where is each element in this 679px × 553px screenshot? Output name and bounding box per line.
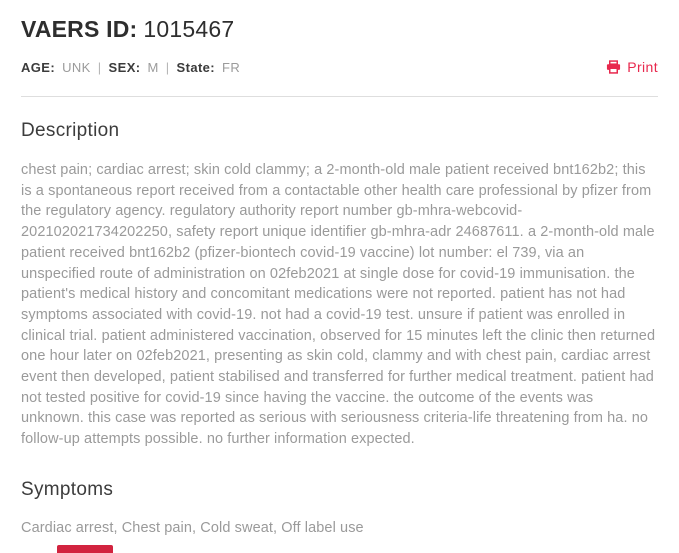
age-label: AGE: (21, 59, 56, 75)
symptoms-heading: Symptoms (21, 478, 114, 500)
description-text: chest pain; cardiac arrest; skin cold clammy; a 2-month-old male patient received bnt162b2; this is a spontaneous report received from a contactable other health care professional by pfizer from the regulatory agency. regulatory authority report number gb-mhra-webcovid-202102021734202250, safety report unique identifier gb-mhra-adr 24687611. a 2-month-old male patient received bnt162b2 (pfizer-biontech covid-19 vaccine) lot number: el 739, via an unspecified route of administration on 02feb2021 at single dose for covid-19 immunisation. the patient's medical history and concomitant medications were not reported. patient has not had symptoms associated with covid-19. not had a covid-19 test. unsure if patient was enrolled in clinical trial. patient administered vaccination, observed for 15 minutes left the clinic then returned one hour later on 02feb2021, presenting as skin cold, clammy and with chest pain, cardiac arrest event then developed, patient stabilised and transferred for further medical treatment. patient had not tested positive for covid-19 since having the vaccine. the outcome of the events was unknown. this case was reported as serious with seriousness criteria-life threatening from ha. no follow-up attempts possible. no further information expected. (21, 162, 656, 448)
meta-separator: | (165, 59, 170, 75)
state-value: FR (222, 59, 241, 75)
vaers-id-value: 1015467 (143, 16, 235, 42)
header-divider (21, 96, 658, 97)
state-label: State: (176, 59, 216, 75)
print-label: Print (627, 59, 658, 75)
partial-red-button[interactable] (57, 545, 113, 553)
print-button[interactable] (606, 59, 658, 75)
symptoms-list: Cardiac arrest, Chest pain, Cold sweat, Off label use (21, 519, 364, 536)
vaers-id-label: VAERS ID: (21, 16, 138, 42)
meta-separator: | (97, 59, 102, 75)
printer-icon (606, 60, 621, 74)
sex-label: SEX: (108, 59, 141, 75)
age-value: UNK (62, 59, 91, 75)
sex-value: M (147, 59, 159, 75)
meta-row (21, 59, 658, 75)
page-title (21, 16, 658, 43)
description-heading: Description (21, 120, 120, 141)
patient-meta (21, 60, 240, 75)
